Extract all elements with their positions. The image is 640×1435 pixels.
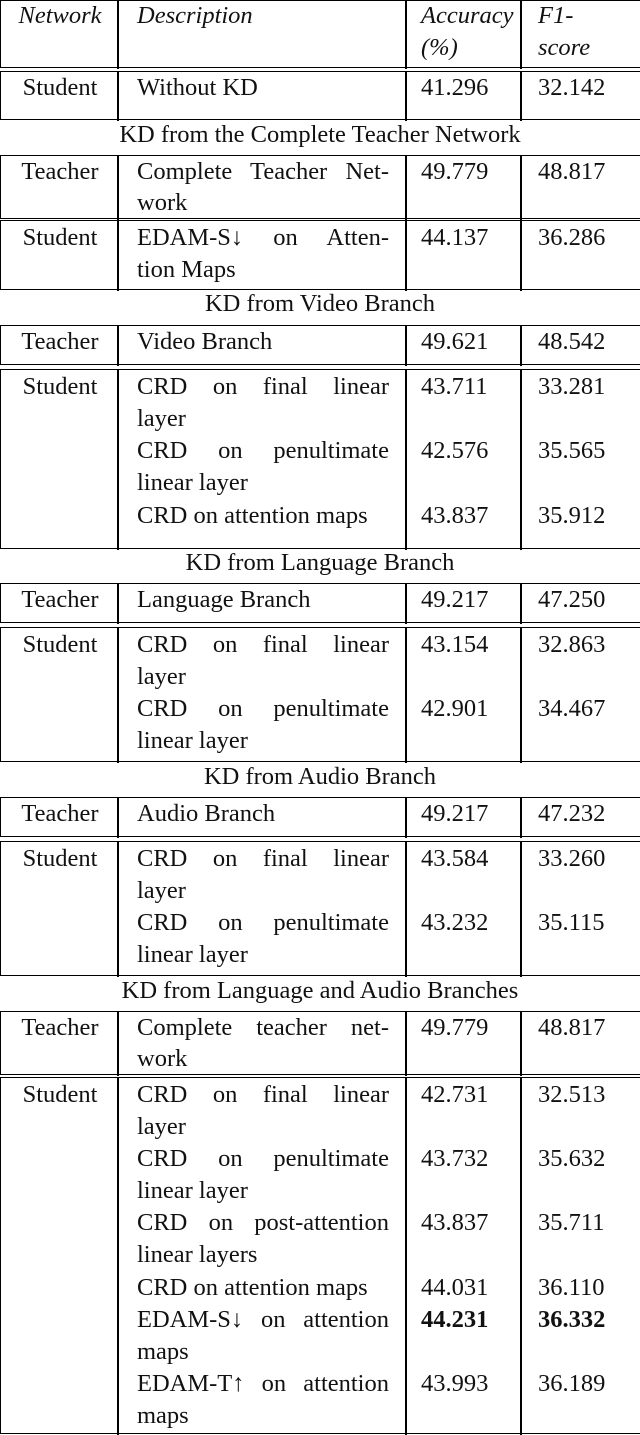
student-network: Student <box>22 373 98 400</box>
student-f1: 36.189 <box>538 1370 606 1397</box>
student-f1: 32.513 <box>538 1081 606 1108</box>
teacher-network: Teacher <box>21 158 99 185</box>
header-f1-l2: score <box>538 34 591 61</box>
student-description-l1: CRD on penultimate <box>137 1145 389 1172</box>
student-description-l2: layer <box>137 663 186 690</box>
student-block <box>0 369 640 549</box>
student-description-l2: linear layers <box>137 1241 258 1268</box>
student-accuracy: 43.711 <box>421 373 488 400</box>
header-f1-l1: F1- <box>538 2 574 29</box>
student-description-l1: CRD on final linear <box>137 373 389 400</box>
student-description-l2: layer <box>137 877 186 904</box>
student-block <box>0 1077 640 1434</box>
student-description-l2: linear layer <box>137 1177 248 1204</box>
teacher-accuracy: 49.779 <box>421 158 489 185</box>
student-f1: 35.632 <box>538 1145 606 1172</box>
section-title: KD from the Complete Teacher Network <box>119 121 521 148</box>
teacher-f1: 48.817 <box>538 158 606 185</box>
student-accuracy: 42.576 <box>421 437 489 464</box>
student-description-l2: tion Maps <box>137 256 236 283</box>
header-description-text: Description <box>137 2 253 29</box>
student-f1: 36.110 <box>538 1274 605 1301</box>
header-accuracy-l1: Accuracy <box>421 2 514 29</box>
teacher-row <box>0 155 640 219</box>
section-title: KD from Video Branch <box>204 290 436 317</box>
teacher-f1: 47.232 <box>538 800 606 827</box>
student-accuracy: 43.232 <box>421 909 489 936</box>
baseline-network: Student <box>22 74 98 101</box>
teacher-f1: 48.542 <box>538 328 606 355</box>
teacher-network: Teacher <box>21 328 99 355</box>
student-network: Student <box>22 1081 98 1108</box>
student-f1: 32.863 <box>538 631 606 658</box>
teacher-f1: 47.250 <box>538 586 606 613</box>
student-f1: 36.286 <box>538 224 606 251</box>
student-f1: 35.565 <box>538 437 606 464</box>
student-description-l1: CRD on post-attention <box>137 1209 389 1236</box>
student-accuracy: 43.837 <box>421 502 489 529</box>
student-f1: 35.912 <box>538 502 606 529</box>
teacher-description-l1: Complete teacher net- <box>137 1014 389 1041</box>
student-block <box>0 841 640 976</box>
student-description-l1: CRD on penultimate <box>137 909 389 936</box>
teacher-accuracy: 49.217 <box>421 586 489 613</box>
student-accuracy: 43.584 <box>421 845 489 872</box>
baseline-f1: 32.142 <box>538 74 606 101</box>
teacher-accuracy: 49.217 <box>421 800 489 827</box>
header-f1 <box>522 1 640 67</box>
teacher-accuracy: 49.621 <box>421 328 489 355</box>
student-description-l1: CRD on attention maps <box>137 502 368 529</box>
teacher-network: Teacher <box>21 800 99 827</box>
teacher-accuracy: 49.779 <box>421 1014 489 1041</box>
student-accuracy: 43.732 <box>421 1145 489 1172</box>
teacher-description-l1: Audio Branch <box>137 800 276 827</box>
student-accuracy-best: 44.231 <box>421 1306 489 1333</box>
teacher-f1: 48.817 <box>538 1014 606 1041</box>
header-accuracy <box>407 1 522 67</box>
teacher-row <box>0 583 640 623</box>
teacher-description-l1: Complete Teacher Net- <box>137 158 389 185</box>
student-description-l1: CRD on final linear <box>137 631 389 658</box>
student-description-l1: CRD on attention maps <box>137 1274 368 1301</box>
student-description-l1: CRD on final linear <box>137 1081 389 1108</box>
teacher-description-l1: Video Branch <box>137 328 273 355</box>
student-f1: 33.260 <box>538 845 606 872</box>
student-f1: 34.467 <box>538 695 606 722</box>
teacher-network: Teacher <box>21 1014 99 1041</box>
student-accuracy: 43.154 <box>421 631 489 658</box>
student-accuracy: 43.993 <box>421 1370 489 1397</box>
student-description-l1: EDAM-T↑ on attention <box>137 1370 389 1397</box>
header-row <box>0 0 640 68</box>
student-f1: 35.711 <box>538 1209 605 1236</box>
student-description-l2: maps <box>137 1402 189 1429</box>
student-accuracy: 44.137 <box>421 224 489 251</box>
teacher-network: Teacher <box>21 586 99 613</box>
student-accuracy: 42.731 <box>421 1081 489 1108</box>
student-accuracy: 43.837 <box>421 1209 489 1236</box>
baseline-row <box>0 71 640 120</box>
student-description-l1: CRD on penultimate <box>137 437 389 464</box>
student-f1: 33.281 <box>538 373 606 400</box>
teacher-row <box>0 1011 640 1075</box>
student-block <box>0 627 640 762</box>
student-f1-best: 36.332 <box>538 1306 606 1333</box>
student-f1: 35.115 <box>538 909 605 936</box>
baseline-accuracy: 41.296 <box>421 74 489 101</box>
student-description-l1: EDAM-S↓ on Atten- <box>137 224 389 251</box>
section-title: KD from Language and Audio Branches <box>121 977 519 1004</box>
student-network: Student <box>22 224 98 251</box>
section-title: KD from Audio Branch <box>203 763 437 790</box>
section-title: KD from Language Branch <box>185 549 455 576</box>
student-description-l1: EDAM-S↓ on attention <box>137 1306 389 1333</box>
student-description-l1: CRD on final linear <box>137 845 389 872</box>
header-description <box>119 1 407 67</box>
student-accuracy: 42.901 <box>421 695 489 722</box>
student-description-l2: linear layer <box>137 727 248 754</box>
student-description-l1: CRD on penultimate <box>137 695 389 722</box>
student-block <box>0 220 640 290</box>
student-description-l2: layer <box>137 405 186 432</box>
baseline-description: Without KD <box>137 74 258 101</box>
student-description-l2: maps <box>137 1338 189 1365</box>
header-accuracy-l2: (%) <box>421 34 458 61</box>
student-network: Student <box>22 845 98 872</box>
student-accuracy: 44.031 <box>421 1274 489 1301</box>
student-description-l2: linear layer <box>137 941 248 968</box>
teacher-description-l2: work <box>137 1045 188 1072</box>
student-network: Student <box>22 631 98 658</box>
header-network-text: Network <box>18 2 102 29</box>
header-network <box>1 1 119 67</box>
teacher-row <box>0 325 640 365</box>
teacher-description-l2: work <box>137 189 188 216</box>
teacher-row <box>0 797 640 837</box>
student-description-l2: layer <box>137 1113 186 1140</box>
teacher-description-l1: Language Branch <box>137 586 311 613</box>
student-description-l2: linear layer <box>137 469 248 496</box>
